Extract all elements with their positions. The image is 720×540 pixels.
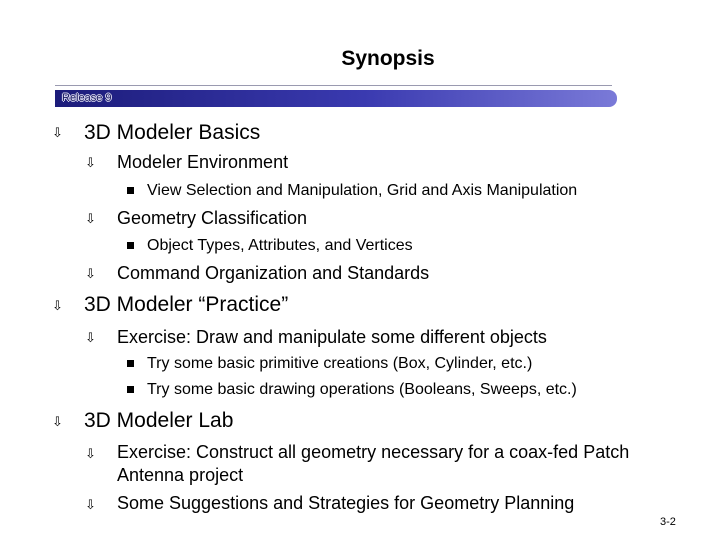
outline-item: 3D Modeler Basics — [84, 121, 261, 144]
arrow-bullet-icon: ⇩ — [85, 267, 96, 282]
arrow-bullet-icon: ⇩ — [52, 299, 63, 314]
arrow-bullet-icon: ⇩ — [85, 156, 96, 171]
outline-subitem: Exercise: Draw and manipulate some different objects — [117, 327, 547, 347]
outline-detail: Object Types, Attributes, and Vertices — [147, 237, 413, 254]
outline-subitem: Geometry Classification — [117, 208, 308, 228]
outline-detail: View Selection and Manipulation, Grid and Axis Manipulation — [147, 182, 578, 199]
arrow-bullet-icon: ⇩ — [85, 331, 96, 346]
outline-detail: Try some basic primitive creations (Box, Cylinder, etc.) — [147, 355, 533, 372]
outline-subitem: Some Suggestions and Strategies for Geometry Planning — [117, 493, 575, 513]
arrow-bullet-icon: ⇩ — [85, 212, 96, 227]
arrow-bullet-icon: ⇩ — [85, 447, 96, 462]
release-banner — [55, 90, 617, 107]
square-bullet-icon — [127, 360, 134, 367]
square-bullet-icon — [127, 242, 134, 249]
arrow-bullet-icon: ⇩ — [52, 126, 63, 141]
outline-detail: Try some basic drawing operations (Booleans, Sweeps, etc.) — [147, 381, 577, 398]
slide-title: Synopsis — [341, 47, 435, 70]
page-number: 3-2 — [660, 516, 676, 528]
outline-subitem: Exercise: Construct all geometry necessary for a coax-fed Patch Antenna project — [117, 442, 630, 485]
outline-item: 3D Modeler Lab — [84, 409, 234, 432]
outline-item: 3D Modeler “Practice” — [84, 293, 289, 316]
title-rule — [55, 85, 612, 86]
release-label: Release 9 — [62, 92, 112, 104]
outline-subitem: Command Organization and Standards — [117, 263, 430, 283]
outline-subitem: Modeler Environment — [117, 152, 289, 172]
square-bullet-icon — [127, 187, 134, 194]
arrow-bullet-icon: ⇩ — [52, 415, 63, 430]
square-bullet-icon — [127, 386, 134, 393]
arrow-bullet-icon: ⇩ — [85, 498, 96, 513]
